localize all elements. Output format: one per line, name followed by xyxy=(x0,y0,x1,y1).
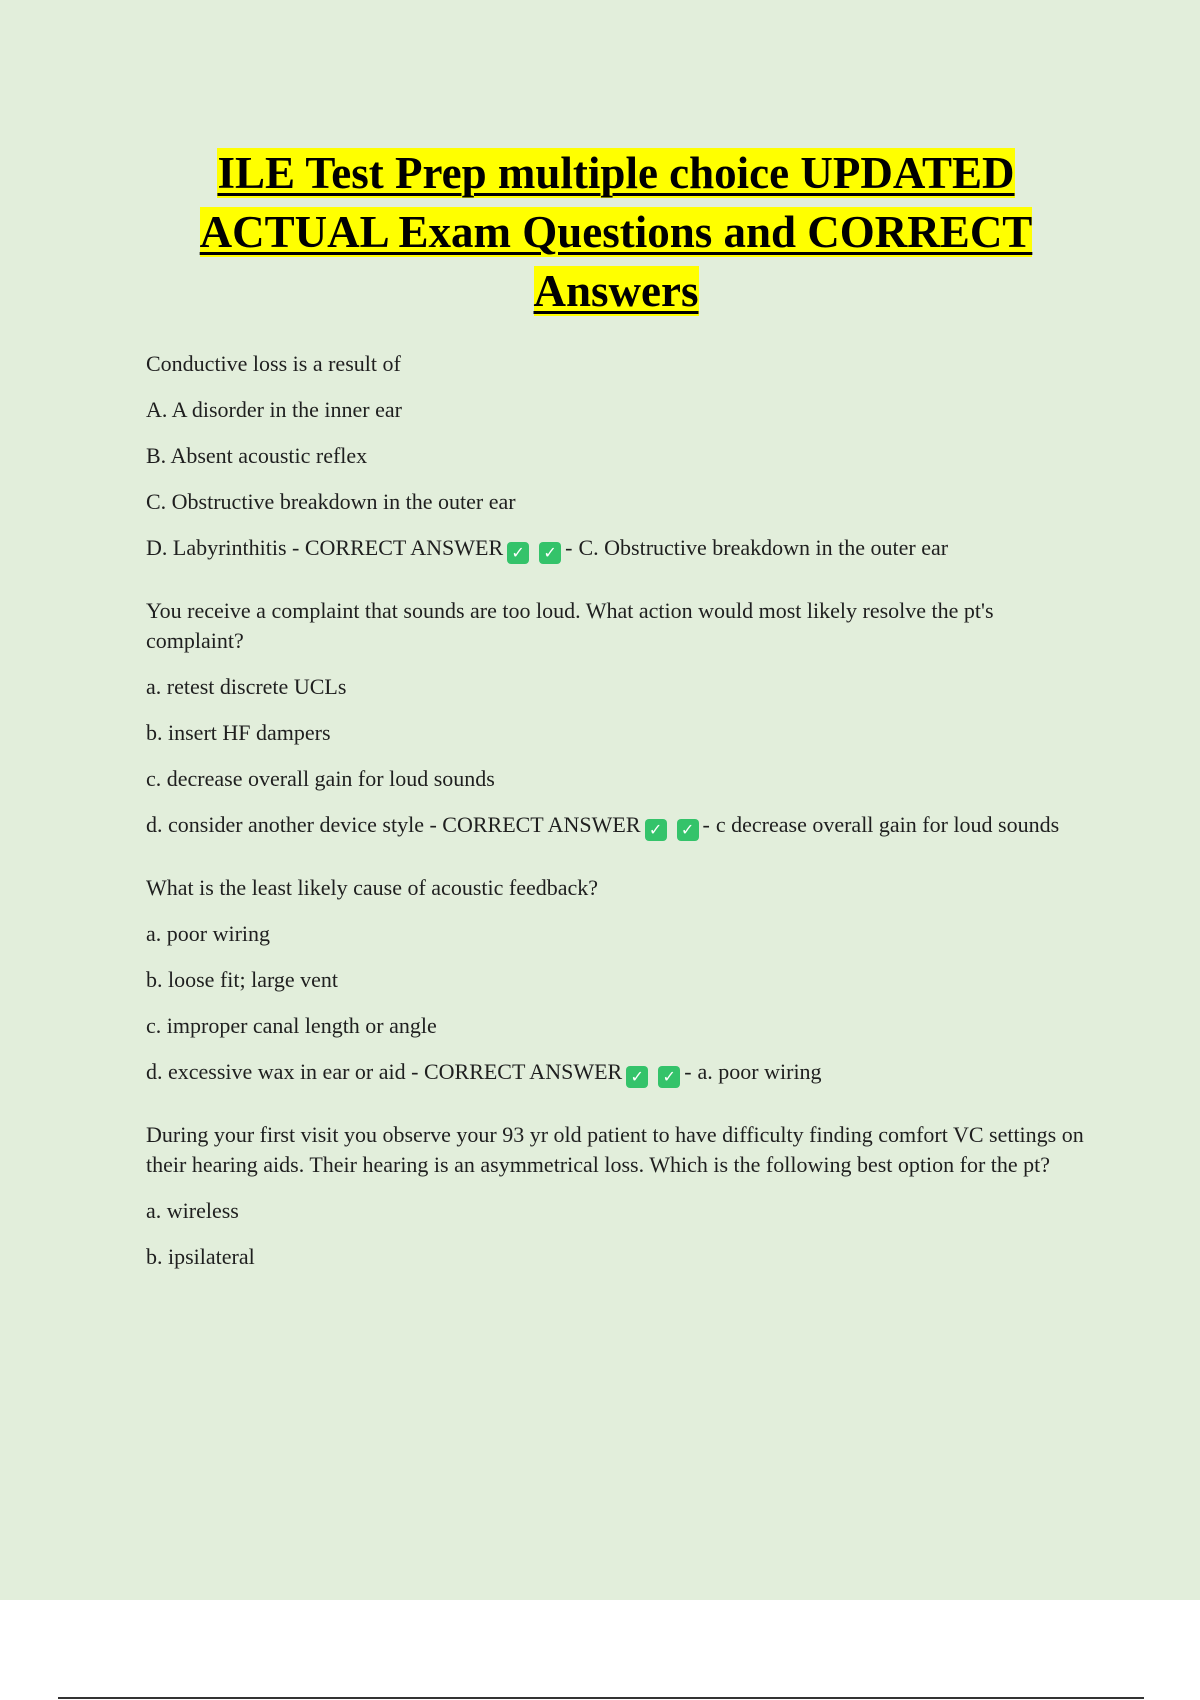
answer-option-with-key xyxy=(146,1057,1086,1088)
title-line-3: Answers xyxy=(533,266,699,316)
answer-option: B. Absent acoustic reflex xyxy=(146,443,368,468)
answer-option-text: D. Labyrinthitis - xyxy=(146,535,305,560)
title-line-2: ACTUAL Exam Questions and CORRECT xyxy=(199,207,1033,257)
check-icon: ✓ xyxy=(507,542,529,564)
title-line-1: ILE Test Prep multiple choice UPDATED xyxy=(217,148,1015,198)
answer-option: b. loose fit; large vent xyxy=(146,967,339,992)
correct-answer-label: CORRECT ANSWER xyxy=(442,812,641,837)
answer-option-text: d. consider another device style - xyxy=(146,812,443,837)
question-prompt: During your first visit you observe your 93 yr old patient to have difficulty finding comfort VC settings on their hearing aids. Their hearing is an asymmetrical loss. Which is the following best option for the pt? xyxy=(146,1122,1084,1177)
question-prompt: What is the least likely cause of acoustic feedback? xyxy=(146,875,599,900)
separator-dash: - xyxy=(702,812,710,837)
answer-option-with-key xyxy=(146,810,1086,841)
answer-option: a. wireless xyxy=(146,1198,239,1223)
question-prompt: Conductive loss is a result of xyxy=(146,351,401,376)
correct-answer-label: CORRECT ANSWER xyxy=(423,1059,623,1084)
check-icon: ✓ xyxy=(645,819,667,841)
separator-dash: - xyxy=(684,1059,692,1084)
question-4 xyxy=(146,1120,1086,1272)
answer-option: A. A disorder in the inner ear xyxy=(146,397,402,422)
answer-option-with-key xyxy=(146,533,1086,564)
footer-divider xyxy=(58,1697,1144,1699)
question-1 xyxy=(146,349,1086,564)
document-content xyxy=(146,144,1086,1304)
check-icon: ✓ xyxy=(626,1066,648,1088)
correct-answer-text: a. poor wiring xyxy=(697,1059,822,1084)
correct-answer-label: CORRECT ANSWER xyxy=(304,535,504,560)
check-icon: ✓ xyxy=(658,1066,680,1088)
check-icon: ✓ xyxy=(539,542,561,564)
answer-option: c. improper canal length or angle xyxy=(146,1013,437,1038)
answer-option-text: d. excessive wax in ear or aid - xyxy=(146,1059,424,1084)
answer-option: c. decrease overall gain for loud sounds xyxy=(146,766,495,791)
answer-option: b. insert HF dampers xyxy=(146,720,331,745)
answer-option: a. poor wiring xyxy=(146,921,271,946)
question-prompt: You receive a complaint that sounds are too loud. What action would most likely resolve the pt's complaint? xyxy=(146,598,994,653)
correct-answer-text: C. Obstructive breakdown in the outer ear xyxy=(578,535,949,560)
answer-option: b. ipsilateral xyxy=(146,1244,255,1269)
answer-option: C. Obstructive breakdown in the outer ear xyxy=(146,489,516,514)
question-2 xyxy=(146,596,1086,841)
question-3 xyxy=(146,873,1086,1088)
correct-answer-text: c decrease overall gain for loud sounds xyxy=(715,812,1060,837)
document-title xyxy=(146,144,1086,321)
answer-option: a. retest discrete UCLs xyxy=(146,674,347,699)
check-icon: ✓ xyxy=(677,819,699,841)
separator-dash: - xyxy=(565,535,573,560)
